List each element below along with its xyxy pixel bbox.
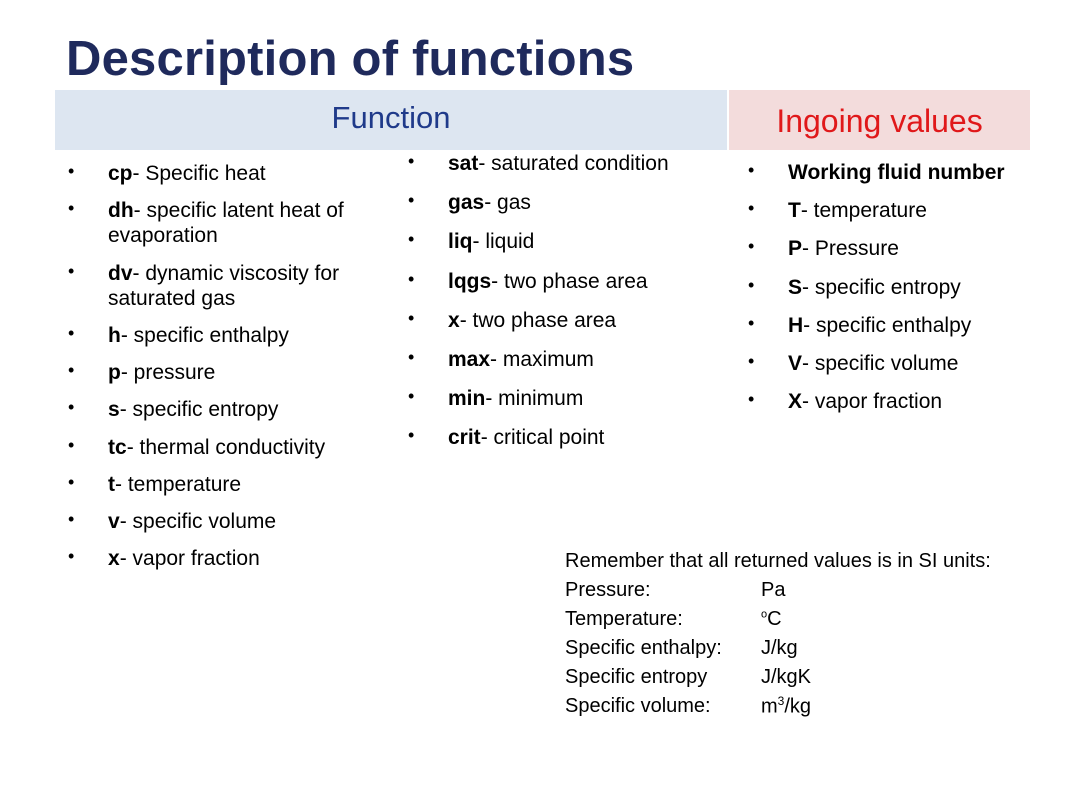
ingoing-key: V bbox=[788, 351, 803, 375]
function-key: dh bbox=[108, 199, 134, 223]
list-item bbox=[408, 386, 728, 411]
function-list-left bbox=[68, 161, 388, 583]
ingoing-desc: - specific volume bbox=[802, 351, 959, 375]
ingoing-desc: - specific enthalpy bbox=[803, 313, 972, 337]
function-desc: - dynamic viscosity for saturated gas bbox=[108, 261, 340, 310]
ingoing-values-header-label: Ingoing values bbox=[776, 103, 983, 139]
si-units-table bbox=[565, 578, 1025, 719]
unit-exponent: 3 bbox=[777, 694, 785, 708]
ingoing-key: H bbox=[788, 313, 804, 337]
ingoing-key: T bbox=[788, 199, 801, 223]
list-item bbox=[748, 389, 1048, 414]
list-item bbox=[408, 190, 728, 215]
function-list-right bbox=[408, 151, 728, 465]
unit-suffix: /kg bbox=[784, 695, 812, 718]
unit-value: J/kg bbox=[761, 637, 798, 659]
function-key: x bbox=[448, 308, 460, 332]
list-item bbox=[68, 198, 388, 248]
function-key: max bbox=[448, 347, 491, 371]
degree-mark: o bbox=[761, 608, 768, 621]
unit-value-temperature bbox=[761, 607, 1025, 631]
ingoing-desc: - Pressure bbox=[802, 237, 899, 261]
unit-label: Specific entropy bbox=[565, 666, 708, 688]
list-item bbox=[68, 509, 388, 534]
list-item bbox=[68, 435, 388, 460]
unit-value: J/kgK bbox=[761, 666, 812, 688]
function-key: min bbox=[448, 387, 486, 411]
function-desc: - pressure bbox=[120, 361, 216, 385]
function-key: s bbox=[108, 398, 120, 422]
function-desc: - specific enthalpy bbox=[120, 323, 289, 347]
function-key: liq bbox=[448, 230, 473, 254]
function-desc: - two phase area bbox=[491, 269, 648, 293]
list-item bbox=[68, 546, 388, 571]
list-item bbox=[408, 151, 728, 176]
function-key: v bbox=[108, 509, 120, 533]
list-item bbox=[748, 351, 1048, 376]
page-title: Description of functions bbox=[66, 32, 635, 86]
working-fluid-label: Working fluid number bbox=[788, 161, 1005, 184]
list-item bbox=[68, 360, 388, 385]
list-item bbox=[408, 229, 728, 254]
function-desc: - specific latent heat of evaporation bbox=[108, 199, 344, 248]
function-key: gas bbox=[448, 191, 485, 215]
function-desc: - two phase area bbox=[459, 308, 617, 332]
function-key: tc bbox=[108, 435, 127, 459]
list-item bbox=[748, 198, 1048, 223]
list-item bbox=[68, 397, 388, 422]
unit-label: Specific volume: bbox=[565, 695, 711, 717]
function-key: sat bbox=[448, 152, 479, 175]
function-key: lqgs bbox=[448, 269, 492, 293]
unit-value-volume bbox=[761, 694, 1025, 719]
unit-value: m bbox=[761, 695, 778, 718]
function-desc: - saturated condition bbox=[478, 152, 669, 175]
unit-label: Pressure: bbox=[565, 579, 651, 601]
list-item bbox=[748, 275, 1048, 300]
function-desc: - thermal conductivity bbox=[126, 435, 326, 459]
function-key: crit bbox=[448, 426, 481, 450]
function-desc: - minimum bbox=[485, 387, 584, 411]
list-item bbox=[408, 269, 728, 294]
list-item bbox=[68, 472, 388, 497]
list-item bbox=[408, 308, 728, 333]
unit-value: Pa bbox=[761, 579, 786, 601]
function-header-label: Function bbox=[331, 100, 451, 135]
function-desc: - maximum bbox=[490, 347, 594, 371]
ingoing-key: P bbox=[788, 237, 803, 261]
function-header bbox=[55, 90, 727, 150]
function-desc: - specific entropy bbox=[119, 398, 279, 422]
function-desc: - vapor fraction bbox=[119, 547, 260, 571]
function-key: dv bbox=[108, 261, 133, 285]
function-key: cp bbox=[108, 162, 133, 185]
list-item bbox=[408, 347, 728, 372]
function-desc: - temperature bbox=[115, 472, 242, 496]
ingoing-key: X bbox=[788, 390, 803, 414]
ingoing-values-list bbox=[748, 160, 1048, 427]
function-desc: - Specific heat bbox=[132, 162, 266, 185]
ingoing-values-header bbox=[729, 90, 1030, 150]
function-key: h bbox=[108, 323, 121, 347]
function-desc: - gas bbox=[484, 191, 531, 215]
si-units-note bbox=[565, 549, 1025, 719]
function-desc: - critical point bbox=[480, 426, 605, 450]
list-item bbox=[68, 161, 388, 186]
unit-label: Specific enthalpy: bbox=[565, 637, 722, 659]
ingoing-desc: - vapor fraction bbox=[802, 390, 943, 414]
list-item bbox=[748, 236, 1048, 261]
ingoing-key: S bbox=[788, 275, 803, 299]
function-key: t bbox=[108, 472, 115, 496]
list-item bbox=[748, 160, 1048, 185]
list-item bbox=[748, 313, 1048, 338]
ingoing-desc: - specific entropy bbox=[802, 275, 961, 299]
function-desc: - specific volume bbox=[119, 509, 277, 533]
unit-value: C bbox=[767, 608, 782, 630]
function-key: p bbox=[108, 361, 121, 385]
list-item bbox=[68, 261, 388, 311]
list-item bbox=[68, 323, 388, 348]
list-item bbox=[408, 425, 728, 450]
function-key: x bbox=[108, 547, 120, 571]
function-desc: - liquid bbox=[472, 230, 535, 254]
unit-label: Temperature: bbox=[565, 608, 683, 630]
ingoing-desc: - temperature bbox=[800, 199, 927, 223]
si-units-intro: Remember that all returned values is in SI units: bbox=[565, 550, 991, 572]
